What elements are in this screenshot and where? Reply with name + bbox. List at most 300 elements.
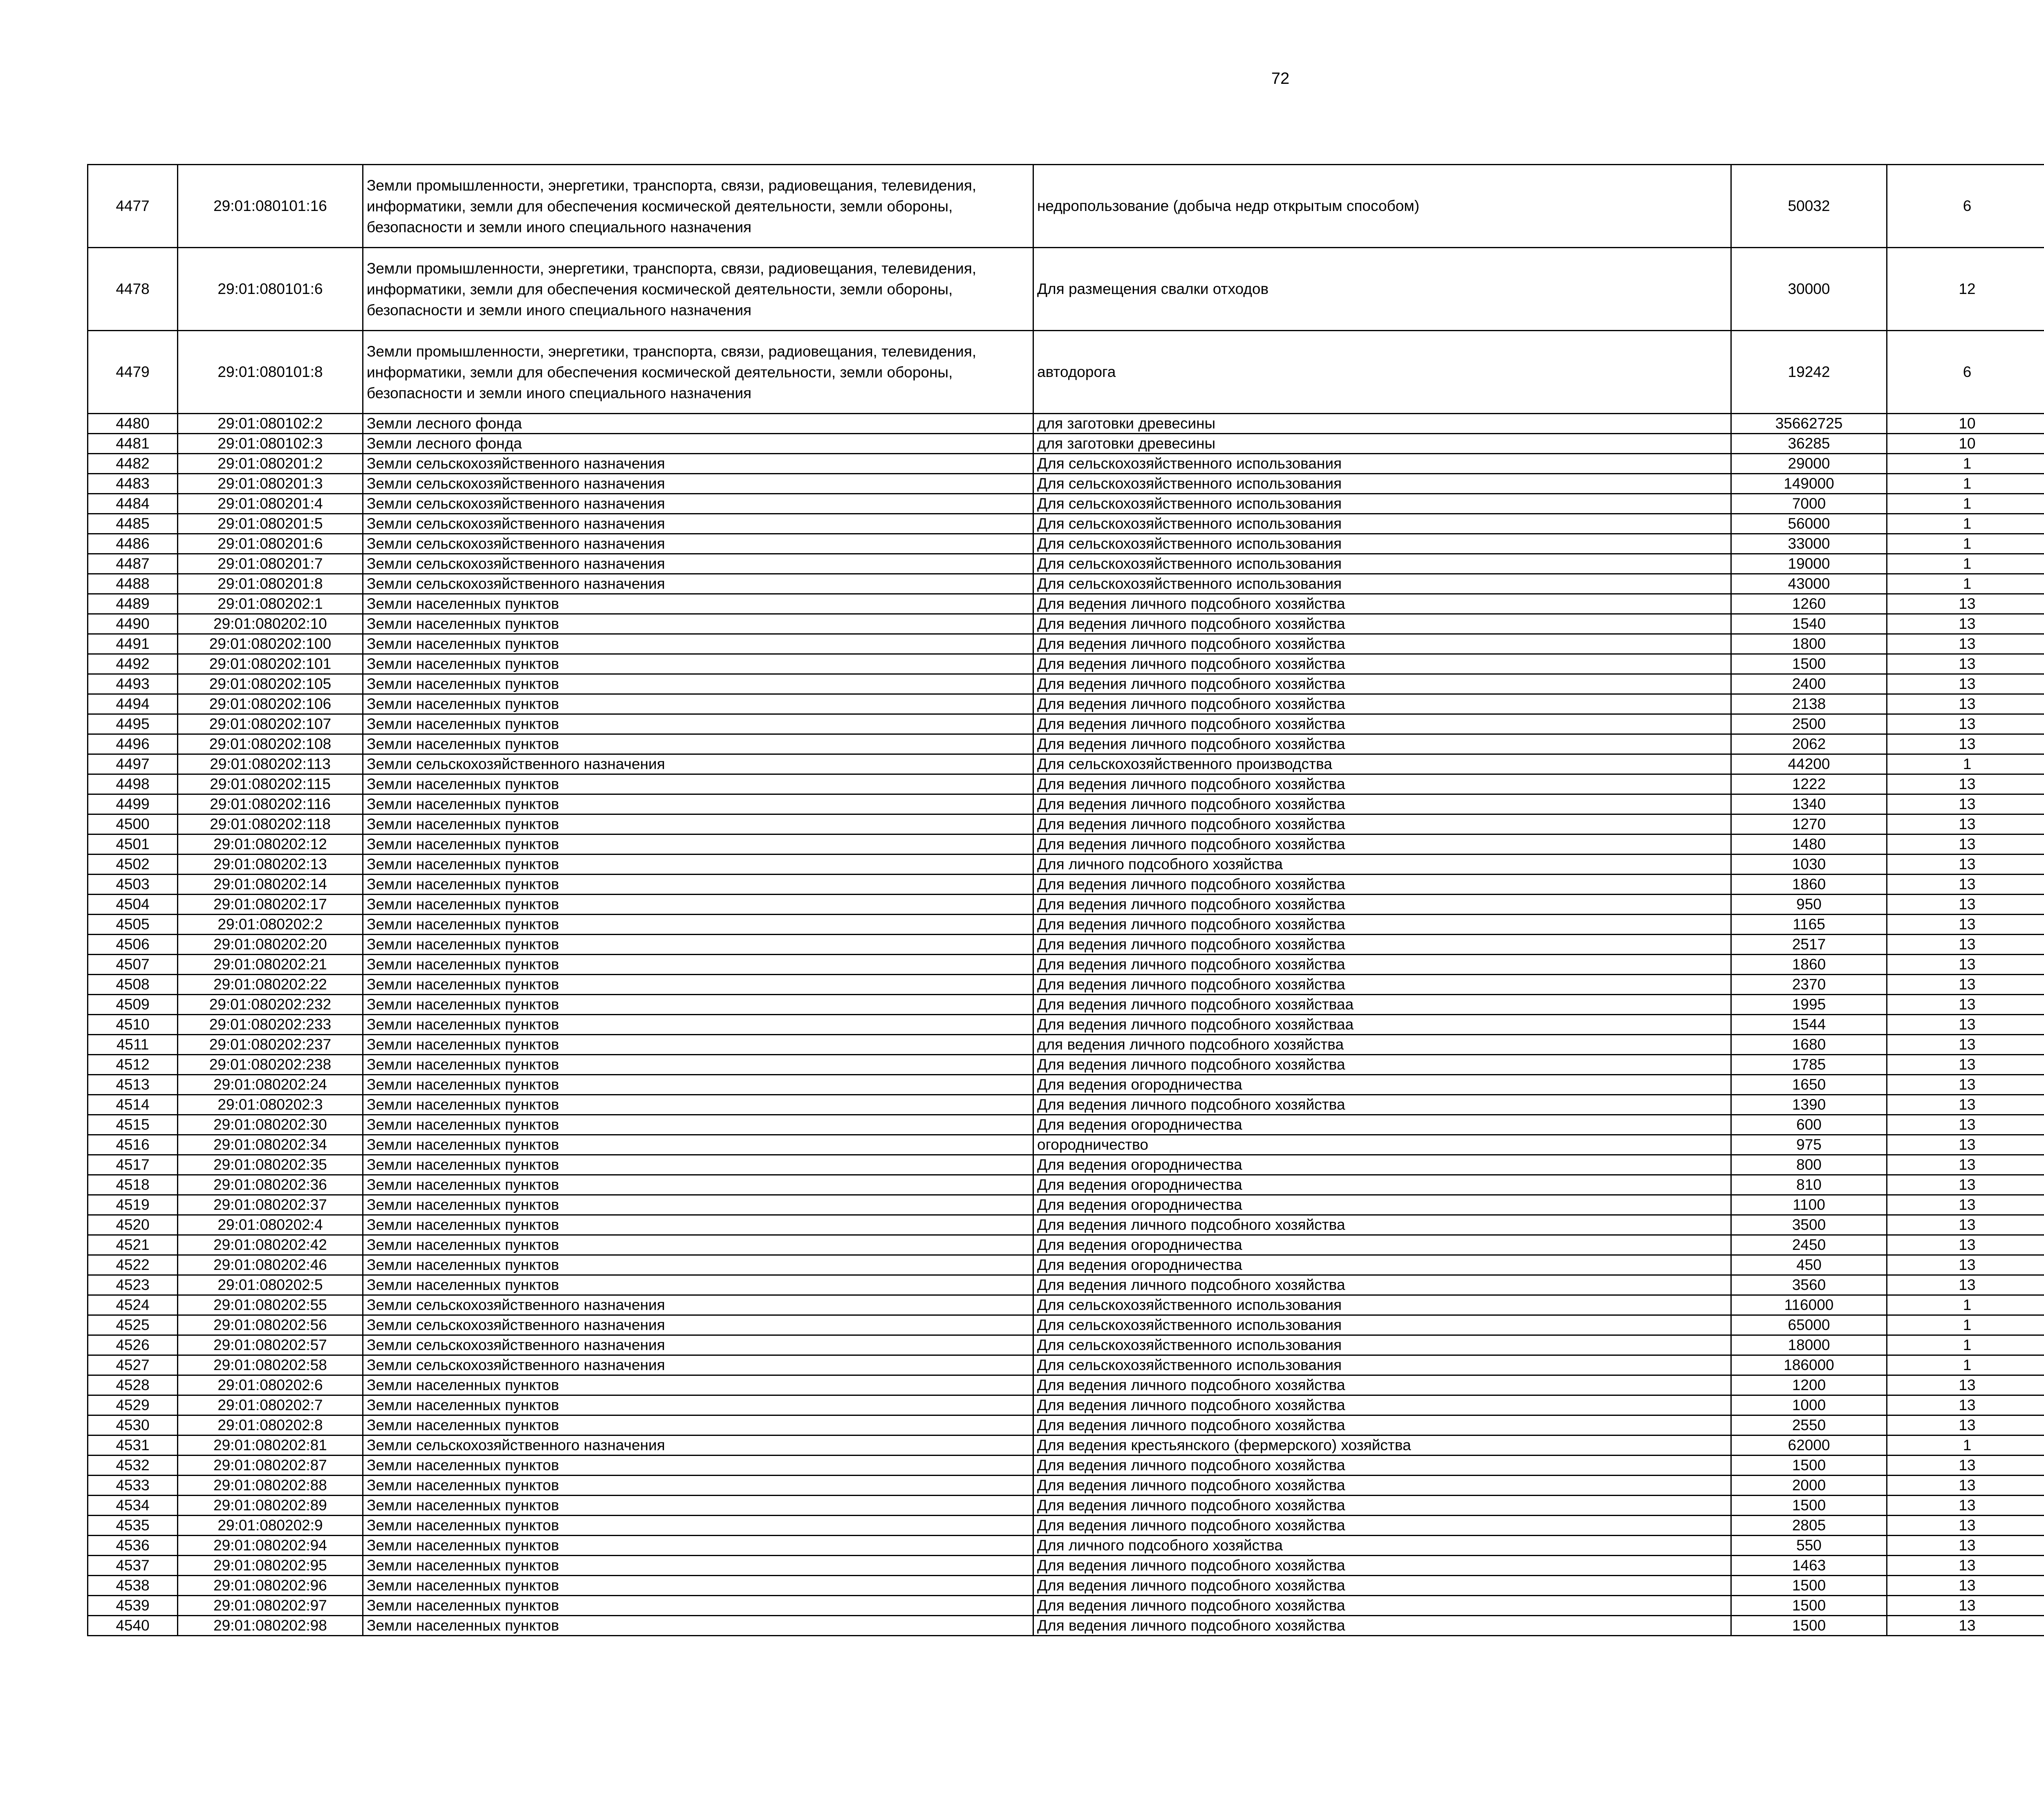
land-category-cell: Земли населенных пунктов [363, 1496, 1033, 1516]
area-cell: 2500 [1731, 714, 1887, 734]
permitted-use-cell: Для сельскохозяйственного использования [1033, 554, 1731, 574]
area-cell: 1860 [1731, 875, 1887, 895]
area-cell: 1260 [1731, 594, 1887, 614]
permitted-use-cell: Для ведения личного подсобного хозяйства [1033, 834, 1731, 855]
group-cell: 6 [1887, 331, 2044, 414]
cadastral-number-cell: 29:01:080201:4 [178, 494, 363, 514]
group-cell: 13 [1887, 1135, 2044, 1155]
group-cell: 13 [1887, 794, 2044, 814]
table-row [88, 995, 2044, 1015]
group-cell: 13 [1887, 1556, 2044, 1576]
row-number-cell: 4522 [88, 1255, 178, 1275]
group-cell: 13 [1887, 1235, 2044, 1255]
area-cell: 1544 [1731, 1015, 1887, 1035]
land-category-cell: Земли населенных пунктов [363, 1035, 1033, 1055]
land-category-cell: Земли населенных пунктов [363, 875, 1033, 895]
area-cell: 1165 [1731, 915, 1887, 935]
group-cell: 12 [1887, 248, 2044, 331]
area-cell: 2805 [1731, 1516, 1887, 1536]
area-cell: 1500 [1731, 1576, 1887, 1596]
cadastral-number-cell: 29:01:080202:6 [178, 1375, 363, 1395]
permitted-use-cell: для заготовки древесины [1033, 414, 1731, 434]
table-row [88, 1616, 2044, 1636]
group-cell: 1 [1887, 1335, 2044, 1355]
permitted-use-cell: Для ведения личного подсобного хозяйства [1033, 1375, 1731, 1395]
group-cell: 13 [1887, 895, 2044, 915]
group-cell: 13 [1887, 1215, 2044, 1235]
cadastral-number-cell: 29:01:080202:1 [178, 594, 363, 614]
area-cell: 2550 [1731, 1415, 1887, 1435]
table-row [88, 574, 2044, 594]
group-cell: 13 [1887, 1015, 2044, 1035]
table-row [88, 594, 2044, 614]
land-category-cell: Земли сельскохозяйственного назначения [363, 574, 1033, 594]
permitted-use-cell: автодорога [1033, 331, 1731, 414]
row-number-cell: 4483 [88, 474, 178, 494]
land-category-cell: Земли населенных пунктов [363, 1235, 1033, 1255]
group-cell: 13 [1887, 594, 2044, 614]
land-category-cell: Земли населенных пунктов [363, 1255, 1033, 1275]
land-category-cell: Земли сельскохозяйственного назначения [363, 554, 1033, 574]
permitted-use-cell: Для сельскохозяйственного использования [1033, 1295, 1731, 1315]
area-cell: 36285 [1731, 434, 1887, 454]
land-category-cell: Земли населенных пунктов [363, 1516, 1033, 1536]
group-cell: 10 [1887, 414, 2044, 434]
land-category-cell: Земли населенных пунктов [363, 995, 1033, 1015]
row-number-cell: 4492 [88, 654, 178, 674]
table-row [88, 1536, 2044, 1556]
group-cell: 13 [1887, 1476, 2044, 1496]
group-cell: 1 [1887, 1315, 2044, 1335]
land-category-cell: Земли населенных пунктов [363, 1175, 1033, 1195]
row-number-cell: 4524 [88, 1295, 178, 1315]
permitted-use-cell: Для ведения личного подсобного хозяйства [1033, 915, 1731, 935]
row-number-cell: 4501 [88, 834, 178, 855]
table-row [88, 1315, 2044, 1335]
table-row [88, 1075, 2044, 1095]
row-number-cell: 4502 [88, 855, 178, 875]
table-row [88, 474, 2044, 494]
land-category-cell: Земли лесного фонда [363, 414, 1033, 434]
cadastral-number-cell: 29:01:080202:98 [178, 1616, 363, 1636]
group-cell: 13 [1887, 634, 2044, 654]
row-number-cell: 4528 [88, 1375, 178, 1395]
cadastral-number-cell: 29:01:080202:7 [178, 1395, 363, 1415]
permitted-use-cell: Для ведения личного подсобного хозяйства [1033, 794, 1731, 814]
group-cell: 13 [1887, 935, 2044, 955]
table-row [88, 514, 2044, 534]
table-row [88, 1275, 2044, 1295]
permitted-use-cell: Для ведения личного подсобного хозяйства [1033, 875, 1731, 895]
row-number-cell: 4531 [88, 1435, 178, 1456]
cadastral-number-cell: 29:01:080202:106 [178, 694, 363, 714]
table-row [88, 935, 2044, 955]
cadastral-number-cell: 29:01:080202:96 [178, 1576, 363, 1596]
permitted-use-cell: Для сельскохозяйственного использования [1033, 514, 1731, 534]
table-row [88, 1055, 2044, 1075]
land-category-cell: Земли сельскохозяйственного назначения [363, 514, 1033, 534]
permitted-use-cell: Для ведения огородничества [1033, 1175, 1731, 1195]
cadastral-number-cell: 29:01:080102:3 [178, 434, 363, 454]
area-cell: 7000 [1731, 494, 1887, 514]
row-number-cell: 4537 [88, 1556, 178, 1576]
table-row [88, 1135, 2044, 1155]
permitted-use-cell: Для сельскохозяйственного использования [1033, 574, 1731, 594]
cadastral-number-cell: 29:01:080101:16 [178, 165, 363, 248]
area-cell: 1200 [1731, 1375, 1887, 1395]
area-cell: 43000 [1731, 574, 1887, 594]
table-row [88, 1556, 2044, 1576]
land-category-cell: Земли населенных пунктов [363, 1115, 1033, 1135]
area-cell: 2450 [1731, 1235, 1887, 1255]
land-category-cell: Земли сельскохозяйственного назначения [363, 1295, 1033, 1315]
permitted-use-cell: Для сельскохозяйственного использования [1033, 1315, 1731, 1335]
area-cell: 149000 [1731, 474, 1887, 494]
permitted-use-cell: Для ведения огородничества [1033, 1255, 1731, 1275]
table-row [88, 654, 2044, 674]
row-number-cell: 4539 [88, 1596, 178, 1616]
cadastral-number-cell: 29:01:080202:89 [178, 1496, 363, 1516]
row-number-cell: 4515 [88, 1115, 178, 1135]
area-cell: 65000 [1731, 1315, 1887, 1335]
land-category-cell: Земли лесного фонда [363, 434, 1033, 454]
group-cell: 13 [1887, 1516, 2044, 1536]
area-cell: 1480 [1731, 834, 1887, 855]
area-cell: 19242 [1731, 331, 1887, 414]
cadastral-number-cell: 29:01:080202:101 [178, 654, 363, 674]
permitted-use-cell: Для ведения личного подсобного хозяйства [1033, 1616, 1731, 1636]
cadastral-number-cell: 29:01:080202:20 [178, 935, 363, 955]
permitted-use-cell: Для ведения огородничества [1033, 1115, 1731, 1135]
cadastral-number-cell: 29:01:080202:118 [178, 814, 363, 834]
permitted-use-cell: Для ведения личного подсобного хозяйства [1033, 614, 1731, 634]
row-number-cell: 4536 [88, 1536, 178, 1556]
row-number-cell: 4480 [88, 414, 178, 434]
table-row [88, 674, 2044, 694]
cadastral-number-cell: 29:01:080202:87 [178, 1456, 363, 1476]
row-number-cell: 4504 [88, 895, 178, 915]
permitted-use-cell: Для ведения личного подсобного хозяйства [1033, 674, 1731, 694]
cadastral-number-cell: 29:01:080202:5 [178, 1275, 363, 1295]
group-cell: 1 [1887, 514, 2044, 534]
permitted-use-cell: Для ведения личного подсобного хозяйства [1033, 955, 1731, 975]
area-cell: 2400 [1731, 674, 1887, 694]
group-cell: 13 [1887, 1395, 2044, 1415]
permitted-use-cell: Для ведения личного подсобного хозяйства [1033, 814, 1731, 834]
area-cell: 1030 [1731, 855, 1887, 875]
group-cell: 13 [1887, 1275, 2044, 1295]
permitted-use-cell: огородничество [1033, 1135, 1731, 1155]
row-number-cell: 4487 [88, 554, 178, 574]
land-category-cell: Земли населенных пунктов [363, 1055, 1033, 1075]
area-cell: 56000 [1731, 514, 1887, 534]
area-cell: 810 [1731, 1175, 1887, 1195]
land-category-cell: Земли промышленности, энергетики, транспорта, связи, радиовещания, телевидения, информатики, земли для обеспечения космической деятельности, земли обороны, безопасности и земли иного специального назначения [363, 331, 1033, 414]
cadastral-number-cell: 29:01:080202:58 [178, 1355, 363, 1375]
table-row [88, 1596, 2044, 1616]
area-cell: 1340 [1731, 794, 1887, 814]
area-cell: 1270 [1731, 814, 1887, 834]
table-row [88, 1015, 2044, 1035]
land-category-cell: Земли населенных пунктов [363, 594, 1033, 614]
permitted-use-cell: Для ведения личного подсобного хозяйства [1033, 634, 1731, 654]
row-number-cell: 4533 [88, 1476, 178, 1496]
permitted-use-cell: Для сельскохозяйственного использования [1033, 474, 1731, 494]
row-number-cell: 4486 [88, 534, 178, 554]
permitted-use-cell: Для ведения личного подсобного хозяйства [1033, 1476, 1731, 1496]
group-cell: 13 [1887, 614, 2044, 634]
cadastral-number-cell: 29:01:080202:34 [178, 1135, 363, 1155]
area-cell: 2138 [1731, 694, 1887, 714]
table-row [88, 1155, 2044, 1175]
row-number-cell: 4509 [88, 995, 178, 1015]
group-cell: 1 [1887, 554, 2044, 574]
group-cell: 13 [1887, 714, 2044, 734]
table-row [88, 1195, 2044, 1215]
group-cell: 10 [1887, 434, 2044, 454]
permitted-use-cell: Для ведения огородничества [1033, 1195, 1731, 1215]
area-cell: 18000 [1731, 1335, 1887, 1355]
cadastral-number-cell: 29:01:080202:55 [178, 1295, 363, 1315]
table-row [88, 634, 2044, 654]
land-category-cell: Земли сельскохозяйственного назначения [363, 754, 1033, 774]
table-row [88, 248, 2044, 331]
cadastral-number-cell: 29:01:080202:100 [178, 634, 363, 654]
land-category-cell: Земли населенных пунктов [363, 1395, 1033, 1415]
table-row [88, 855, 2044, 875]
row-number-cell: 4496 [88, 734, 178, 754]
cadastral-number-cell: 29:01:080201:3 [178, 474, 363, 494]
permitted-use-cell: Для ведения личного подсобного хозяйства [1033, 1496, 1731, 1516]
table-row [88, 434, 2044, 454]
permitted-use-cell: Для ведения личного подсобного хозяйства [1033, 1395, 1731, 1415]
row-number-cell: 4506 [88, 935, 178, 955]
group-cell: 1 [1887, 454, 2044, 474]
permitted-use-cell: Для ведения личного подсобного хозяйства [1033, 935, 1731, 955]
cadastral-number-cell: 29:01:080202:116 [178, 794, 363, 814]
land-category-cell: Земли населенных пунктов [363, 955, 1033, 975]
area-cell: 3500 [1731, 1215, 1887, 1235]
row-number-cell: 4538 [88, 1576, 178, 1596]
land-category-cell: Земли сельскохозяйственного назначения [363, 1435, 1033, 1456]
cadastral-number-cell: 29:01:080202:105 [178, 674, 363, 694]
area-cell: 1500 [1731, 1456, 1887, 1476]
table-row [88, 534, 2044, 554]
cadastral-number-cell: 29:01:080202:14 [178, 875, 363, 895]
group-cell: 13 [1887, 1456, 2044, 1476]
permitted-use-cell: Для личного подсобного хозяйства [1033, 855, 1731, 875]
permitted-use-cell: Для сельскохозяйственного использования [1033, 494, 1731, 514]
permitted-use-cell: Для сельскохозяйственного использования [1033, 534, 1731, 554]
area-cell: 2370 [1731, 975, 1887, 995]
cadastral-number-cell: 29:01:080202:46 [178, 1255, 363, 1275]
land-category-cell: Земли населенных пунктов [363, 614, 1033, 634]
cadastral-number-cell: 29:01:080101:6 [178, 248, 363, 331]
group-cell: 1 [1887, 474, 2044, 494]
permitted-use-cell: Для ведения личного подсобного хозяйства [1033, 1215, 1731, 1235]
table-row [88, 1235, 2044, 1255]
cadastral-number-cell: 29:01:080202:56 [178, 1315, 363, 1335]
row-number-cell: 4498 [88, 774, 178, 794]
cadastral-number-cell: 29:01:080202:95 [178, 1556, 363, 1576]
group-cell: 13 [1887, 694, 2044, 714]
area-cell: 19000 [1731, 554, 1887, 574]
permitted-use-cell: Для ведения личного подсобного хозяйства [1033, 594, 1731, 614]
cadastral-number-cell: 29:01:080202:232 [178, 995, 363, 1015]
row-number-cell: 4484 [88, 494, 178, 514]
row-number-cell: 4519 [88, 1195, 178, 1215]
cadastral-number-cell: 29:01:080202:24 [178, 1075, 363, 1095]
group-cell: 13 [1887, 1115, 2044, 1135]
area-cell: 2000 [1731, 1476, 1887, 1496]
group-cell: 13 [1887, 1035, 2044, 1055]
group-cell: 13 [1887, 1375, 2044, 1395]
area-cell: 116000 [1731, 1295, 1887, 1315]
table-row [88, 895, 2044, 915]
permitted-use-cell: Для ведения личного подсобного хозяйства [1033, 1516, 1731, 1536]
area-cell: 30000 [1731, 248, 1887, 331]
table-row [88, 1395, 2044, 1415]
cadastral-number-cell: 29:01:080202:22 [178, 975, 363, 995]
table-row [88, 1415, 2044, 1435]
permitted-use-cell: Для ведения огородничества [1033, 1155, 1731, 1175]
group-cell: 13 [1887, 834, 2044, 855]
cadastral-number-cell: 29:01:080202:17 [178, 895, 363, 915]
area-cell: 1650 [1731, 1075, 1887, 1095]
land-category-cell: Земли населенных пунктов [363, 674, 1033, 694]
cadastral-number-cell: 29:01:080202:9 [178, 1516, 363, 1536]
table-row [88, 1115, 2044, 1135]
row-number-cell: 4482 [88, 454, 178, 474]
area-cell: 975 [1731, 1135, 1887, 1155]
group-cell: 13 [1887, 774, 2044, 794]
land-category-cell: Земли сельскохозяйственного назначения [363, 534, 1033, 554]
table-row [88, 454, 2044, 474]
cadastral-number-cell: 29:01:080201:5 [178, 514, 363, 534]
cadastral-number-cell: 29:01:080202:238 [178, 1055, 363, 1075]
land-category-cell: Земли населенных пунктов [363, 975, 1033, 995]
land-category-cell: Земли населенных пунктов [363, 1536, 1033, 1556]
land-category-cell: Земли населенных пунктов [363, 834, 1033, 855]
cadastral-number-cell: 29:01:080202:94 [178, 1536, 363, 1556]
permitted-use-cell: Для ведения огородничества [1033, 1235, 1731, 1255]
area-cell: 2062 [1731, 734, 1887, 754]
permitted-use-cell: для ведения личного подсобного хозяйства [1033, 1035, 1731, 1055]
area-cell: 2517 [1731, 935, 1887, 955]
table-row [88, 694, 2044, 714]
cadastral-number-cell: 29:01:080202:21 [178, 955, 363, 975]
land-category-cell: Земли населенных пунктов [363, 1476, 1033, 1496]
row-number-cell: 4511 [88, 1035, 178, 1055]
row-number-cell: 4514 [88, 1095, 178, 1115]
permitted-use-cell: Для ведения личного подсобного хозяйства [1033, 1055, 1731, 1075]
cadastral-number-cell: 29:01:080202:57 [178, 1335, 363, 1355]
cadastral-number-cell: 29:01:080202:35 [178, 1155, 363, 1175]
land-category-cell: Земли промышленности, энергетики, транспорта, связи, радиовещания, телевидения, информатики, земли для обеспечения космической деятельности, земли обороны, безопасности и земли иного специального назначения [363, 165, 1033, 248]
cadastral-number-cell: 29:01:080202:8 [178, 1415, 363, 1435]
table-row [88, 1576, 2044, 1596]
cadastral-value-table [87, 164, 2044, 1636]
row-number-cell: 4518 [88, 1175, 178, 1195]
table-row [88, 414, 2044, 434]
group-cell: 13 [1887, 1155, 2044, 1175]
row-number-cell: 4529 [88, 1395, 178, 1415]
row-number-cell: 4540 [88, 1616, 178, 1636]
table-row [88, 714, 2044, 734]
row-number-cell: 4491 [88, 634, 178, 654]
cadastral-number-cell: 29:01:080202:233 [178, 1015, 363, 1035]
group-cell: 1 [1887, 574, 2044, 594]
table-row [88, 1295, 2044, 1315]
group-cell: 13 [1887, 855, 2044, 875]
group-cell: 1 [1887, 1295, 2044, 1315]
row-number-cell: 4489 [88, 594, 178, 614]
row-number-cell: 4535 [88, 1516, 178, 1536]
group-cell: 1 [1887, 494, 2044, 514]
group-cell: 13 [1887, 1195, 2044, 1215]
area-cell: 1500 [1731, 1596, 1887, 1616]
area-cell: 1785 [1731, 1055, 1887, 1075]
table-row [88, 165, 2044, 248]
permitted-use-cell: для заготовки древесины [1033, 434, 1731, 454]
area-cell: 44200 [1731, 754, 1887, 774]
row-number-cell: 4485 [88, 514, 178, 534]
group-cell: 13 [1887, 1255, 2044, 1275]
land-category-cell: Земли населенных пунктов [363, 654, 1033, 674]
table-row [88, 1476, 2044, 1496]
table-body [88, 165, 2044, 1636]
area-cell: 1680 [1731, 1035, 1887, 1055]
table-row [88, 494, 2044, 514]
cadastral-number-cell: 29:01:080202:81 [178, 1435, 363, 1456]
cadastral-number-cell: 29:01:080202:10 [178, 614, 363, 634]
group-cell: 13 [1887, 1576, 2044, 1596]
row-number-cell: 4526 [88, 1335, 178, 1355]
row-number-cell: 4481 [88, 434, 178, 454]
area-cell: 1000 [1731, 1395, 1887, 1415]
row-number-cell: 4477 [88, 165, 178, 248]
row-number-cell: 4495 [88, 714, 178, 734]
cadastral-number-cell: 29:01:080202:97 [178, 1596, 363, 1616]
permitted-use-cell: Для ведения личного подсобного хозяйства [1033, 975, 1731, 995]
row-number-cell: 4500 [88, 814, 178, 834]
group-cell: 13 [1887, 995, 2044, 1015]
cadastral-number-cell: 29:01:080102:2 [178, 414, 363, 434]
land-category-cell: Земли населенных пунктов [363, 1456, 1033, 1476]
row-number-cell: 4488 [88, 574, 178, 594]
land-category-cell: Земли населенных пунктов [363, 734, 1033, 754]
row-number-cell: 4516 [88, 1135, 178, 1155]
table-row [88, 1435, 2044, 1456]
cadastral-number-cell: 29:01:080202:36 [178, 1175, 363, 1195]
land-category-cell: Земли населенных пунктов [363, 1155, 1033, 1175]
group-cell: 6 [1887, 165, 2044, 248]
permitted-use-cell: Для личного подсобного хозяйства [1033, 1536, 1731, 1556]
land-category-cell: Земли населенных пунктов [363, 935, 1033, 955]
permitted-use-cell: Для ведения личного подсобного хозяйства [1033, 1596, 1731, 1616]
table-row [88, 554, 2044, 574]
cadastral-number-cell: 29:01:080202:115 [178, 774, 363, 794]
permitted-use-cell: Для ведения личного подсобного хозяйства [1033, 1456, 1731, 1476]
table-row [88, 754, 2044, 774]
table-row [88, 1215, 2044, 1235]
area-cell: 550 [1731, 1536, 1887, 1556]
permitted-use-cell: Для ведения личного подсобного хозяйства [1033, 654, 1731, 674]
cadastral-number-cell: 29:01:080202:2 [178, 915, 363, 935]
area-cell: 186000 [1731, 1355, 1887, 1375]
cadastral-number-cell: 29:01:080201:6 [178, 534, 363, 554]
row-number-cell: 4507 [88, 955, 178, 975]
